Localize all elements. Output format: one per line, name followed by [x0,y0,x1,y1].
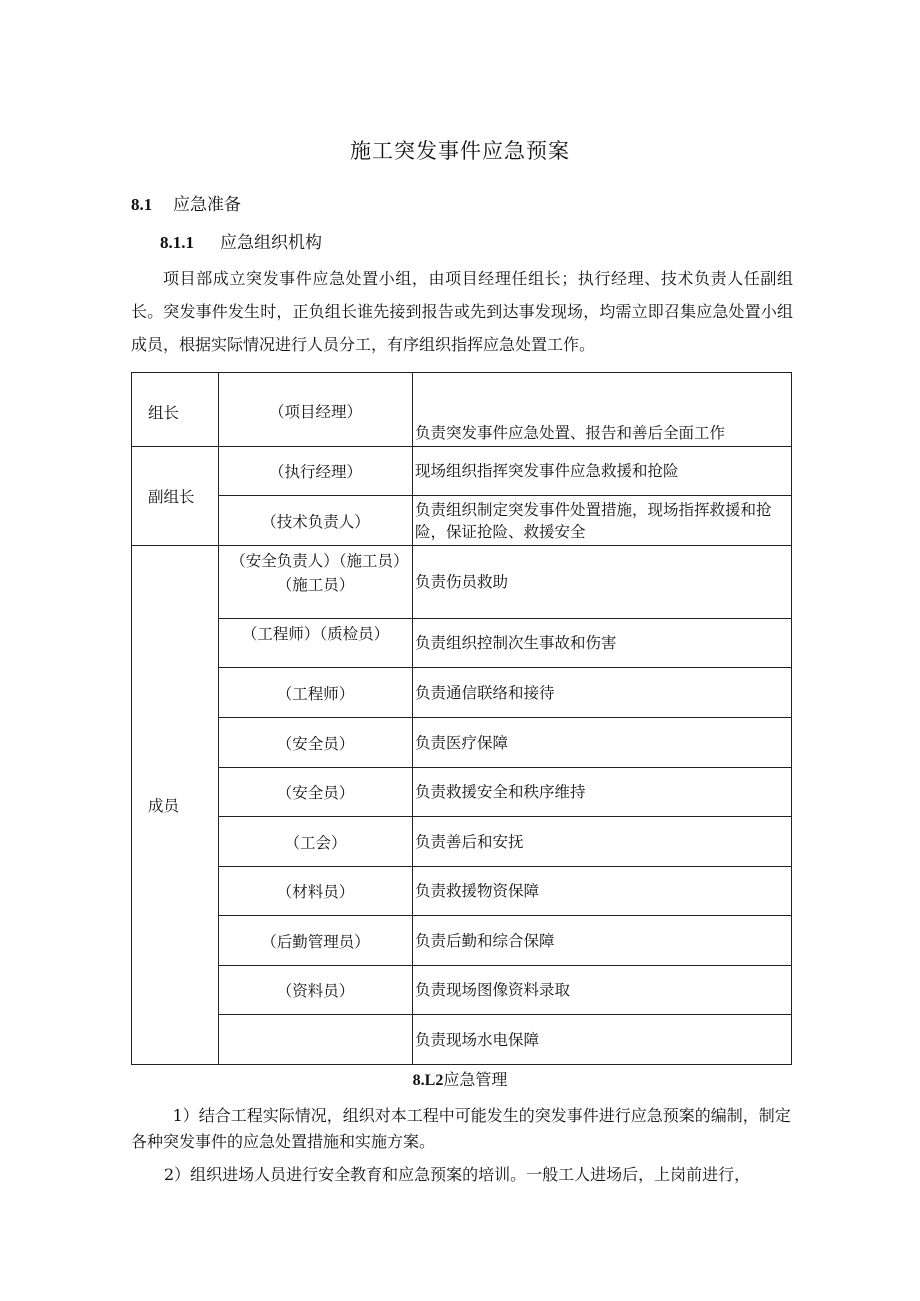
section-title: 应急准备 [173,195,241,215]
section-number: 8.1 [131,195,153,214]
table-row [132,966,792,1015]
duty-cell: 负责伤员救助 [413,546,792,619]
position-cell: （后勤管理员） [219,916,413,966]
table-row [132,867,792,916]
duty-cell: 负责现场图像资料录取 [413,966,792,1015]
table-row [132,668,792,718]
table-row [132,916,792,966]
position-cell: （资料员） [219,966,413,1015]
section-heading [131,190,241,215]
table-row [132,1015,792,1065]
duty-cell: 负责组织控制次生事故和伤害 [413,619,792,668]
position-cell: （安全员） [219,718,413,768]
table-row [132,768,792,817]
role-cell: 成员 [132,546,219,1065]
numbered-paragraph: 1）结合工程实际情况，组织对本工程中可能发生的突发事件进行应急预案的编制，制定各种突发事件的应急处置措施和实施方案。 [131,1106,791,1151]
position-cell: （安全员） [219,768,413,817]
subsection-heading [160,228,322,253]
duty-cell: 负责救援物资保障 [413,867,792,916]
subsection-number: 8.L2 [412,1072,444,1089]
intro-paragraph: 项目部成立突发事件应急处置小组，由项目经理任组长；执行经理、技术负责人任副组长。突发事件发生时，正负组长谁先接到报告或先到达事发现场，均需立即召集应急处置小组成员，根据实际情况进行人员分工，有序组织指挥应急处置工作。 [131,269,793,354]
duty-cell: 负责医疗保障 [413,718,792,768]
role-cell: 组长 [132,373,219,447]
numbered-paragraph: 2）组织进场人员进行安全教育和应急预案的培训。一般工人进场后，上岗前进行， [164,1165,751,1184]
duty-cell: 现场组织指挥突发事件应急救援和抢险 [413,447,792,496]
duty-cell: 负责突发事件应急处置、报告和善后全面工作 [413,373,792,447]
position-cell: （材料员） [219,867,413,916]
role-cell: 副组长 [132,447,219,546]
position-cell: （执行经理） [219,447,413,496]
subsection-title: 应急管理 [443,1070,508,1089]
page-title: 施工突发事件应急预案 [350,139,570,163]
table-row [132,619,792,668]
position-cell: （技术负责人） [219,496,413,546]
position-cell: （工程师）（质检员） [219,619,413,668]
table-row [132,447,792,496]
position-cell [219,1015,413,1065]
table-row [132,373,792,447]
duty-cell: 负责现场水电保障 [413,1015,792,1065]
subsection-title: 应急组织机构 [220,233,322,253]
table-row [132,817,792,867]
duty-cell: 负责救援安全和秩序维持 [413,768,792,817]
duty-cell: 负责通信联络和接待 [413,668,792,718]
position-cell: （安全负责人）（施工员）（施工员） [219,546,413,619]
duty-cell: 负责后勤和综合保障 [413,916,792,966]
table-row [132,546,792,619]
duty-cell: 负责组织制定突发事件处置措施，现场指挥救援和抢险，保证抢险、救援安全 [413,496,792,546]
subsection-heading-2 [0,1067,920,1090]
table-row [132,496,792,546]
position-cell: （工程师） [219,668,413,718]
subsection-number: 8.1.1 [160,233,194,252]
table-row [132,718,792,768]
duty-cell: 负责善后和安抚 [413,817,792,867]
organization-table [131,372,792,1065]
position-cell: （工会） [219,817,413,867]
position-cell: （项目经理） [219,373,413,447]
